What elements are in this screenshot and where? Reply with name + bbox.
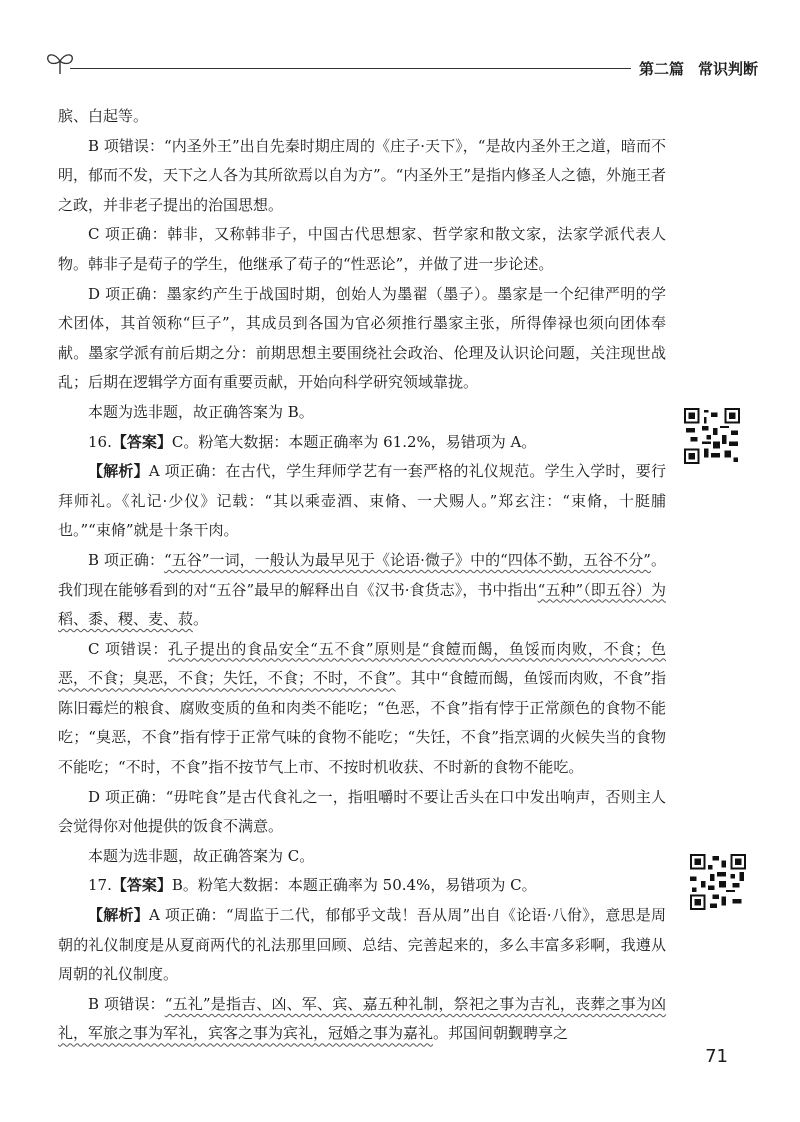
analysis-label: 【解析】 <box>88 462 149 481</box>
header-section: 常识判断 <box>697 60 758 78</box>
paragraph: 本题为选非题，故正确答案为 C。 <box>88 846 315 865</box>
analysis-text: A 项正确：在古代，学生拜师学艺有一套严格的礼仪规范。学生入学时，要行拜师礼。《礼记·少仪》记载：“其以乘壶酒、束脩、一犬赐人。”郑玄注：“束脩，十脡脯也。”“束脩”就是十条干肉。 <box>58 462 666 540</box>
paragraph: B 项错误：“内圣外王”出自先秦时期庄周的《庄子·天下》，“是故内圣外王之道，暗而不明，郁而不发，天下之人各为其所欲焉以自为方”。“内圣外王”是指内修圣人之德，外施王者之政，并非老子提出的治国思想。 <box>58 136 667 214</box>
answer-text: C。粉笔大数据：本题正确率为 61.2%，易错项为 A。 <box>171 432 537 451</box>
answer-16 <box>58 428 666 458</box>
text-run: B 项正确： <box>88 550 165 569</box>
sprout-icon <box>44 50 76 76</box>
question-number: 16. <box>88 432 112 451</box>
paragraph: C 项正确：韩非，又称韩非子，中国古代思想家、哲学家和散文家，法家学派代表人物。韩非子是荀子的学生，他继承了荀子的“性恶论”，并做了进一步论述。 <box>58 225 666 273</box>
text-run: C 项错误： <box>88 639 169 658</box>
text-run: 。 <box>193 610 209 629</box>
underlined-text: “五种”（即五谷）为稻、黍、稷、麦、菽 <box>58 580 666 629</box>
analysis-17 <box>58 901 666 990</box>
question-number: 17. <box>88 876 112 895</box>
qr-code-icon[interactable] <box>690 854 746 910</box>
text-run: 。我们现在能够看到的对“五谷”最早的解释出自《汉书·食货志》，书中指出 <box>58 550 666 599</box>
page-number: 71 <box>705 1046 728 1067</box>
header-rule <box>70 68 618 69</box>
header-title <box>631 58 758 79</box>
page-body <box>58 102 666 1049</box>
qr-code-icon[interactable] <box>684 408 740 464</box>
header-part: 第二篇 <box>638 60 684 78</box>
paragraph: D 项正确：“毋咤食”是古代食礼之一，指咀嚼时不要让舌头在口中发出响声，否则主人会觉得你对他提供的饭食不满意。 <box>58 787 666 836</box>
underlined-text: “五谷”一词，一般认为最早见于《论语·微子》中的“四体不勤，五谷不分” <box>164 550 651 569</box>
answer-label: 【答案】 <box>111 432 172 451</box>
text-run: 。邦国间朝觐聘享之 <box>433 1024 569 1043</box>
page-header <box>44 44 758 84</box>
underlined-text: “五礼”是指吉、凶、军、宾、嘉五种礼制，祭祀之事为吉礼，丧葬之事为凶礼，军旅之事为军礼，宾客之事为宾礼，冠婚之事为嘉礼 <box>58 994 667 1043</box>
analysis-16 <box>58 457 666 546</box>
paragraph: D 项正确：墨家约产生于战国时期，创始人为墨翟（墨子）。墨家是一个纪律严明的学术团体，其首领称“巨子”，其成员到各国为官必须推行墨家主张，所得俸禄也须向团体奉献。墨家学派有前后期之分：前期思想主要围绕社会政治、伦理及认识论问题，关注现世战乱；后期在逻辑学方面有重要贡献，开始向科学研究领域靠拢。 <box>58 284 666 392</box>
text-run: B 项错误： <box>88 994 165 1013</box>
text-run: 。其中“食饐而餲，鱼馁而肉败，不食”指陈旧霉烂的粮食、腐败变质的鱼和肉类不能吃；“色恶，不食”指有悖于正常颜色的食物不能吃；“臭恶，不食”指有悖于正常气味的食物不能吃；“失饪，不食”指烹调的火候失当的食物不能吃；“不时，不食”指不按节气上市、不按时机收获、不时新的食物不能吃。 <box>58 669 667 777</box>
paragraph <box>58 635 666 783</box>
answer-label: 【答案】 <box>111 876 172 895</box>
answer-17 <box>58 871 666 901</box>
paragraph <box>58 990 666 1049</box>
underlined-text: 孔子提出的食品安全“五不食”原则是“食饐而餲，鱼馁而肉败，不食；色恶，不食；臭恶，不食；失饪，不食；不时，不食” <box>58 639 667 688</box>
paragraph: 膑、白起等。 <box>58 107 149 125</box>
analysis-label: 【解析】 <box>88 906 150 925</box>
paragraph <box>58 546 666 635</box>
paragraph: 本题为选非题，故正确答案为 B。 <box>88 402 314 421</box>
analysis-text: A 项正确：“周监于二代，郁郁乎文哉！吾从周”出自《论语·八佾》，意思是周朝的礼仪制度是从夏商两代的礼法那里回顾、总结、完善起来的，多么丰富多彩啊，我遵从周朝的礼仪制度。 <box>58 906 666 984</box>
answer-text: B。粉笔大数据：本题正确率为 50.4%，易错项为 C。 <box>171 876 537 895</box>
